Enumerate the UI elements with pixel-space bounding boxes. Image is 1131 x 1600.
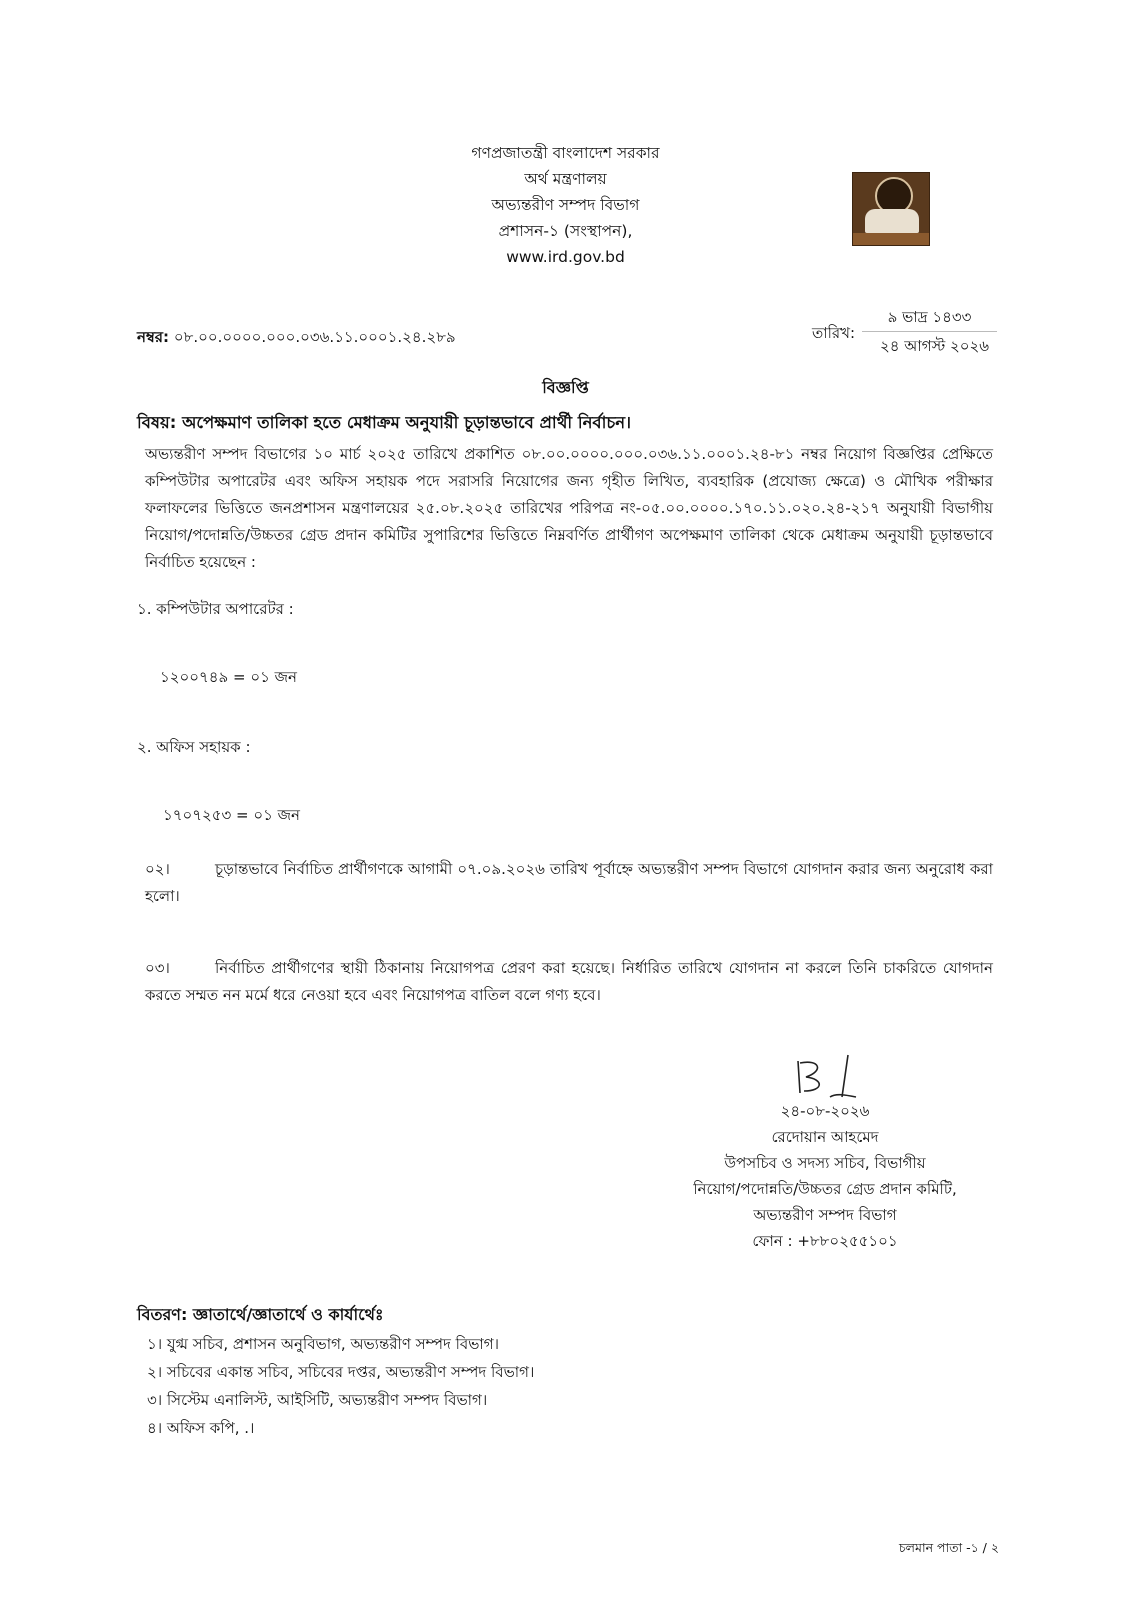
- paragraph-2-text: চূড়ান্তভাবে নির্বাচিত প্রার্থীগণকে আগামী ০৭.০৯.২০২৬ তারিখ পূর্বাহ্নে অভ্যন্তরীণ সম্পদ বিভাগে যোগদান করার জন্য অনুরোধ করা হলো।: [145, 860, 993, 905]
- paragraph-3-number: ০৩।: [145, 959, 170, 977]
- post2-result: ১৭০৭২৫৩ = ০১ জন: [163, 806, 300, 824]
- signatory-committee: নিয়োগ/পদোন্নতি/উচ্চতর গ্রেড প্রদান কমিটি,: [693, 1180, 957, 1198]
- website-link[interactable]: www.ird.gov.bd: [506, 248, 625, 266]
- list-item: ২। সচিবের একান্ত সচিব, সচিবের দপ্তর, অভ্যন্তরীণ সম্পদ বিভাগ।: [147, 1363, 535, 1381]
- distribution-list: [147, 1330, 534, 1442]
- signatory-department: অভ্যন্তরীণ সম্পদ বিভাগ: [753, 1206, 897, 1224]
- date-gregorian: ২৪ আগস্ট ২০২৬: [880, 337, 989, 355]
- list-item: ৪। অফিস কপি, .।: [147, 1419, 255, 1437]
- date-box: [862, 303, 997, 360]
- intro-paragraph: অভ্যন্তরীণ সম্পদ বিভাগের ১০ মার্চ ২০২৫ তারিখে প্রকাশিত ০৮.০০.০০০০.০০০.০৩৬.১১.০০০১.২৪-৮১ নম্বর নিয়োগ বিজ্ঞপ্তির প্রেক্ষিতে কম্পিউটার অপারেটর এবং অফিস সহায়ক পদে সরাসরি নিয়োগের জন্য গৃহীত লিখিত, ব্যবহারিক (প্রযোজ্য ক্ষেত্রে) ও মৌখিক পরীক্ষার ফলাফলের ভিত্তিতে জনপ্রশাসন মন্ত্রণালয়ের ২৫.০৮.২০২৫ তারিখের পরিপত্র নং-০৫.০০.০০০০.১৭০.১১.০২০.২৪-২১৭ অনুযায়ী বিভাগীয় নিয়োগ/পদোন্নতি/উচ্চতর গ্রেড প্রদান কমিটির সুপারিশের ভিত্তিতে নিম্নবর্ণিত প্রার্থীগণ অপেক্ষমাণ তালিকা থেকে মেধাক্রম অনুযায়ী চূড়ান্তভাবে নির্বাচিত হয়েছেন :: [145, 445, 993, 571]
- distribution-title: বিতরণ: জ্ঞাতার্থে/জ্ঞাতার্থে ও কার্যার্থেঃ: [137, 1305, 384, 1324]
- government-name: গণপ্রজাতন্ত্রী বাংলাদেশ সরকার: [471, 144, 660, 162]
- signature-mark: [790, 1053, 870, 1103]
- date-label: তারিখ:: [812, 324, 856, 342]
- paragraph-2: [145, 856, 993, 910]
- signature-date: ২৪-০৮-২০২৬: [780, 1102, 870, 1120]
- signature-block: [660, 1098, 990, 1254]
- list-item: ১। যুগ্ম সচিব, প্রশাসন অনুবিভাগ, অভ্যন্তরীণ সম্পদ বিভাগ।: [147, 1335, 499, 1353]
- date-bangla: ৯ ভাদ্র ১৪৩৩: [862, 303, 997, 332]
- ministry-name: অর্থ মন্ত্রণালয়: [524, 170, 607, 188]
- section-name: প্রশাসন-১ (সংস্থাপন),: [498, 222, 633, 240]
- subject-line: [137, 410, 631, 437]
- paragraph-2-number: ০২।: [145, 860, 170, 878]
- post1-title: ১. কম্পিউটার অপারেটর :: [137, 600, 294, 618]
- paragraph-3-text: নির্বাচিত প্রার্থীগণের স্থায়ী ঠিকানায় নিয়োগপত্র প্রেরণ করা হয়েছে। নির্ধারিত তারিখে যোগদান না করলে তিনি চাকরিতে যোগদান করতে সম্মত নন মর্মে ধরে নেওয়া হবে এবং নিয়োগপত্র বাতিল বলে গণ্য হবে।: [145, 959, 993, 1004]
- portrait-emblem-icon: [852, 172, 930, 246]
- memo-number-label: নম্বর:: [137, 328, 170, 346]
- post2-title: ২. অফিস সহায়ক :: [137, 738, 251, 756]
- list-item: ৩। সিস্টেম এনালিস্ট, আইসিটি, অভ্যন্তরীণ সম্পদ বিভাগ।: [147, 1391, 488, 1409]
- division-name: অভ্যন্তরীণ সম্পদ বিভাগ: [491, 196, 640, 214]
- memo-number-value: ০৮.০০.০০০০.০০০.০৩৬.১১.০০০১.২৪.২৮৯: [173, 328, 456, 346]
- letterhead: [0, 140, 1131, 270]
- paragraph-3: [145, 955, 993, 1009]
- signatory-phone: ফোন : +৮৮০২৫৫১০১: [752, 1232, 898, 1250]
- subject-text: অপেক্ষমাণ তালিকা হতে মেধাক্রম অনুযায়ী চূড়ান্তভাবে প্রার্থী নির্বাচন।: [182, 413, 632, 432]
- subject-label: বিষয়:: [137, 413, 177, 432]
- post1-result: ১২০০৭৪৯ = ০১ জন: [160, 668, 297, 686]
- signatory-name: রেদোয়ান আহমেদ: [771, 1128, 879, 1146]
- memo-number: [137, 326, 456, 351]
- signatory-designation: উপসচিব ও সদস্য সচিব, বিভাগীয়: [724, 1154, 926, 1172]
- page-indicator: চলমান পাতা -১ / ২: [898, 1540, 999, 1555]
- notice-title: বিজ্ঞপ্তি: [542, 378, 589, 397]
